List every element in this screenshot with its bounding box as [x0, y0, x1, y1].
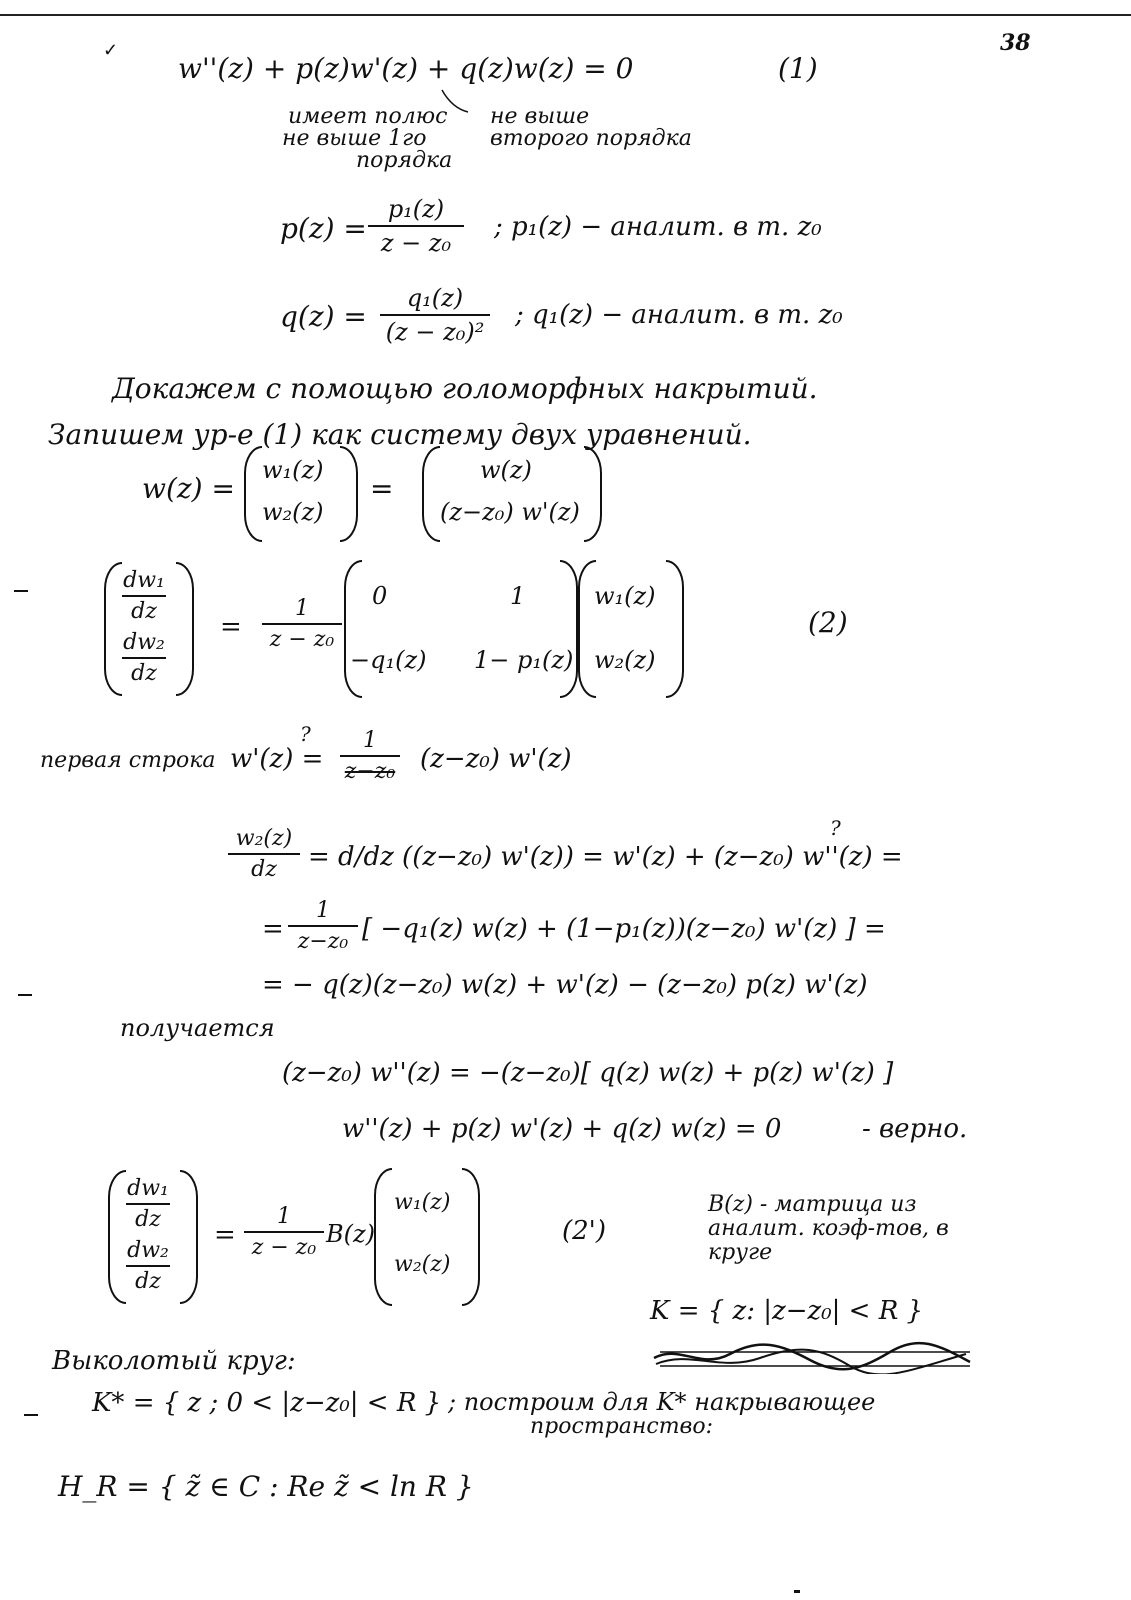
vec-eq: = — [370, 472, 394, 505]
p-def-comment: ; p₁(z) − аналит. в т. z₀ — [494, 212, 822, 242]
q-def-num: q₁(z) — [406, 284, 464, 312]
first-row-lhs: w'(z) = — [230, 744, 324, 774]
result-line1: (z−z₀) w''(z) = −(z−z₀)[ q(z) w(z) + p(z) w'(z) ] — [282, 1058, 894, 1088]
equation-1-tag: (1) — [778, 52, 818, 85]
eq2p-note-3: круге — [708, 1240, 773, 1265]
p-def-num: p₁(z) — [387, 195, 445, 223]
write-line: Запишем ур-е (1) как систему двух уравнений. — [48, 418, 752, 451]
q-def-comment: ; q₁(z) − аналит. в т. z₀ — [515, 300, 843, 330]
eq2-lhs-bot: dw₂ dz — [123, 630, 165, 686]
result-verdict: - верно. — [862, 1114, 968, 1144]
note-q-2: второго порядка — [490, 126, 692, 151]
eq2-lhs-top: dw₁ dz — [123, 568, 165, 624]
note-q-1: не выше — [490, 104, 590, 129]
p-def-fraction — [368, 195, 464, 257]
vec-lhs: w(z) = — [142, 472, 235, 505]
eq2-v2: w₂(z) — [594, 646, 656, 674]
punctured-Kstar: K* = { z ; 0 < |z−z₀| < R } — [92, 1388, 442, 1418]
note-p-2: не выше 1го — [282, 126, 427, 151]
result-line2: w''(z) + p(z) w'(z) + q(z) w(z) = 0 — [342, 1114, 782, 1144]
deriv-line2-eq: = — [262, 914, 284, 944]
result-label: получается — [120, 1014, 275, 1042]
punctured-build: ; построим для K* накрывающее — [448, 1388, 876, 1416]
deriv-frac: w₂(z) dz — [228, 826, 300, 882]
eq2p-note-2: аналит. коэф-тов, в — [708, 1216, 949, 1241]
check-mark: ✓ — [103, 40, 119, 61]
prove-line: Докажем с помощью голоморфных накрытий. — [112, 372, 818, 405]
eq2p-lhs-top: dw₁ dz — [127, 1176, 169, 1232]
punctured-label: Выколотый круг: — [52, 1346, 296, 1376]
note-p-1: имеет полюс — [288, 104, 448, 129]
crossed-out-scribble — [650, 1340, 980, 1374]
eq2-m12: 1 — [510, 582, 526, 610]
HR-definition: H_R = { z̃ ∈ C : Re z̃ < ln R } — [58, 1470, 474, 1503]
eq2p-K: K = { z: |z−z₀| < R } — [650, 1296, 924, 1326]
eq2-tag: (2) — [808, 606, 848, 639]
page-number: 38 — [1000, 30, 1031, 56]
first-row-label: первая строка — [40, 748, 216, 773]
vec-rtop: w(z) — [480, 456, 532, 484]
vec-bot: w₂(z) — [262, 498, 324, 526]
vec-top: w₁(z) — [262, 456, 324, 484]
equation-1: w''(z) + p(z)w'(z) + q(z)w(z) = 0 — [178, 52, 634, 85]
first-row-coef: 1 z−z₀ — [340, 728, 400, 784]
first-row-question: ? — [300, 722, 311, 746]
note-p-3: порядка — [356, 148, 453, 173]
eq2p-v2: w₂(z) — [394, 1252, 451, 1277]
first-row-rhs: (z−z₀) w'(z) — [420, 744, 572, 774]
eq2p-B: B(z) — [326, 1220, 376, 1248]
deriv-line3: = − q(z)(z−z₀) w(z) + w'(z) − (z−z₀) p(z) w'(z) — [262, 970, 868, 1000]
top-rule — [0, 14, 1131, 16]
eq2-eq: = — [220, 612, 242, 642]
punctured-build-2: пространство: — [530, 1414, 714, 1439]
eq2-m22: 1− p₁(z) — [474, 646, 574, 674]
p-def-den: z − z₀ — [380, 229, 452, 257]
eq2p-note-1: B(z) - матрица из — [708, 1192, 917, 1217]
vec-rbot: (z−z₀) w'(z) — [440, 498, 580, 526]
eq2-coef: 1 z − z₀ — [262, 596, 342, 652]
eq2-v1: w₁(z) — [594, 582, 656, 610]
deriv-line2-coef: 1 z−z₀ — [288, 898, 358, 954]
eq2p-tag: (2') — [562, 1216, 606, 1246]
deriv-question: ? — [830, 816, 841, 840]
q-def-fraction — [380, 284, 490, 346]
q-def-lhs: q(z) = — [280, 300, 367, 333]
p-def-lhs: p(z) = — [280, 212, 367, 245]
eq2-m21: −q₁(z) — [350, 646, 427, 674]
eq2p-lhs-bot: dw₂ dz — [127, 1238, 169, 1294]
eq2-m11: 0 — [372, 582, 388, 610]
eq2p-v1: w₁(z) — [394, 1190, 451, 1215]
deriv-line2: [ −q₁(z) w(z) + (1−p₁(z))(z−z₀) w'(z) ] = — [362, 914, 886, 944]
q-def-den: (z − z₀)² — [385, 318, 485, 346]
deriv-line1: = d/dz ((z−z₀) w'(z)) = w'(z) + (z−z₀) w''(z) = — [308, 842, 903, 872]
eq2p-eq: = — [214, 1220, 236, 1250]
eq2p-coef: 1 z − z₀ — [244, 1204, 324, 1260]
